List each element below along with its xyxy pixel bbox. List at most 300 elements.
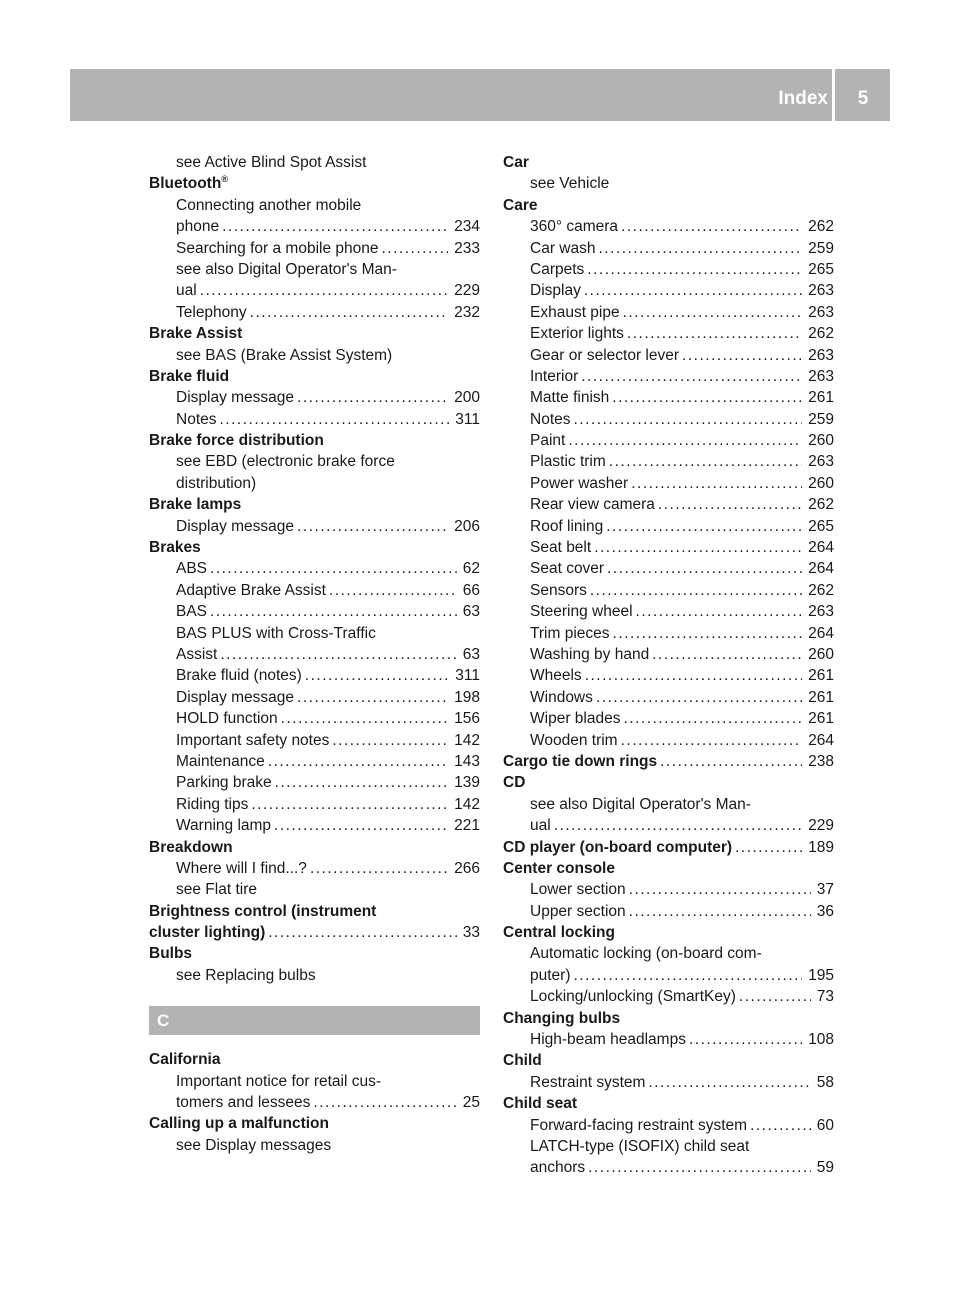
entry-text (530, 473, 628, 494)
leader-dots (682, 345, 802, 366)
leader-dots (251, 794, 448, 815)
index-subentry (503, 730, 834, 751)
index-heading (149, 537, 480, 558)
index-subentry (149, 708, 480, 729)
entry-label: Display message (176, 688, 295, 706)
letter-section-header: C (149, 1006, 480, 1035)
page-number: 5 (857, 88, 869, 109)
page-reference: 261 (808, 688, 834, 706)
entry-label: Gear or selector lever (530, 346, 680, 364)
entry-text (530, 687, 593, 708)
leader-dots (329, 580, 457, 601)
index-subentry (503, 708, 834, 729)
leader-dots (210, 558, 457, 579)
index-subentry (503, 601, 834, 622)
leader-dots (310, 858, 448, 879)
page-reference: 233 (454, 239, 480, 257)
entry-text (530, 1115, 747, 1136)
page-reference: 142 (454, 795, 480, 813)
leader-dots (612, 387, 802, 408)
entry-label: anchors (530, 1159, 586, 1177)
page-reference: 262 (808, 581, 834, 599)
leader-dots (585, 665, 802, 686)
entry-label: Child (503, 1052, 542, 1070)
entry-label: California (149, 1051, 221, 1069)
index-subentry (503, 494, 834, 515)
page-reference: 206 (454, 517, 480, 535)
page-reference: 36 (816, 902, 834, 920)
entry-text (530, 730, 618, 751)
entry-text (530, 794, 751, 815)
entry-label: Care (503, 196, 538, 214)
leader-dots (220, 644, 456, 665)
leader-dots (587, 259, 802, 280)
leader-dots (636, 601, 803, 622)
page-reference: 62 (462, 560, 480, 578)
index-column-left (149, 152, 480, 1156)
entry-text (503, 195, 537, 216)
leader-dots (621, 730, 803, 751)
page-reference: 262 (808, 218, 834, 236)
entry-label: Calling up a malfunction (149, 1115, 329, 1133)
leader-dots (590, 580, 802, 601)
leader-dots (382, 238, 449, 259)
entry-label: see EBD (electronic brake force (176, 453, 395, 471)
entry-label: Brake fluid (notes) (176, 667, 302, 685)
page-reference: 265 (808, 517, 834, 535)
page-reference: 262 (808, 325, 834, 343)
page-reference: 260 (808, 432, 834, 450)
entry-label: see also Digital Operator's Man- (530, 795, 751, 813)
entry-text (530, 601, 633, 622)
leader-dots (281, 708, 448, 729)
entry-label: see BAS (Brake Assist System) (176, 346, 393, 364)
entry-text (176, 772, 272, 793)
entry-label: distribution) (176, 474, 257, 492)
leader-dots (623, 708, 802, 729)
entry-label: Notes (176, 410, 217, 428)
entry-label: Parking brake (176, 774, 272, 792)
leader-dots (568, 430, 802, 451)
entry-label: CD (503, 774, 526, 792)
entry-text (503, 152, 529, 173)
entry-label: BAS (176, 603, 208, 621)
index-subentry (149, 516, 480, 537)
page-reference: 264 (808, 731, 834, 749)
entry-label: Brake lamps (149, 496, 242, 514)
entry-text (176, 623, 376, 644)
index-subentry (149, 387, 480, 408)
index-subentry (149, 858, 480, 879)
leader-dots (574, 965, 803, 986)
entry-text (530, 323, 624, 344)
index-subentry (503, 1072, 834, 1093)
index-subentry (503, 1157, 834, 1178)
entry-label: Adaptive Brake Assist (176, 581, 326, 599)
section-title: Index (778, 88, 828, 109)
index-subentry (149, 238, 480, 259)
entry-label: Rear view camera (530, 496, 655, 514)
entry-text (530, 644, 649, 665)
entry-text (176, 302, 247, 323)
entry-label: Changing bulbs (503, 1009, 621, 1027)
entry-text (149, 537, 201, 558)
entry-label: Maintenance (176, 752, 265, 770)
index-subentry (503, 1029, 834, 1050)
entry-text (176, 345, 392, 366)
index-subentry (503, 644, 834, 665)
entry-label: phone (176, 218, 220, 236)
entry-text (176, 965, 316, 986)
index-heading (503, 751, 834, 772)
entry-text (503, 837, 732, 858)
entry-text (176, 473, 256, 494)
page-reference: 59 (816, 1159, 834, 1177)
entry-label: Center console (503, 859, 615, 877)
page-reference: 60 (816, 1116, 834, 1134)
entry-text (503, 858, 615, 879)
entry-text (149, 430, 324, 451)
page-reference: 262 (808, 496, 834, 514)
index-subentry (503, 430, 834, 451)
index-subentry (149, 195, 480, 216)
entry-text (530, 1157, 585, 1178)
entry-text (176, 195, 361, 216)
entry-label: Trim pieces (530, 624, 610, 642)
entry-text (503, 922, 615, 943)
entry-text (149, 837, 233, 858)
page-reference: 63 (462, 603, 480, 621)
index-column-right (503, 152, 834, 1179)
entry-text (149, 173, 228, 194)
entry-label: see Replacing bulbs (176, 966, 316, 984)
entry-label: Bulbs (149, 945, 193, 963)
index-heading (149, 1049, 480, 1070)
leader-dots (305, 665, 450, 686)
page-reference: 66 (462, 581, 480, 599)
leader-dots (598, 238, 802, 259)
page-reference: 259 (808, 239, 834, 257)
entry-label: Riding tips (176, 795, 249, 813)
index-heading (503, 772, 834, 793)
index-subentry (149, 965, 480, 986)
leader-dots (629, 901, 811, 922)
leader-dots (609, 451, 802, 472)
leader-dots (735, 837, 802, 858)
index-subentry (149, 1135, 480, 1156)
page-reference: 311 (455, 410, 480, 428)
entry-text (176, 879, 257, 900)
entry-text (149, 366, 229, 387)
page-reference: 25 (462, 1094, 480, 1112)
page-reference: 263 (808, 282, 834, 300)
entry-text (176, 665, 302, 686)
entry-label: CD player (on-board computer) (503, 838, 733, 856)
entry-text (176, 730, 329, 751)
index-subentry (149, 259, 480, 280)
leader-dots (594, 537, 802, 558)
leader-dots (274, 815, 448, 836)
leader-dots (581, 366, 802, 387)
leader-dots (631, 473, 802, 494)
entry-text (176, 815, 271, 836)
page-reference: 261 (808, 667, 834, 685)
index-subentry (149, 345, 480, 366)
entry-label: see Flat tire (176, 881, 257, 899)
entry-text (530, 366, 578, 387)
entry-label: tomers and lessees (176, 1094, 311, 1112)
leader-dots (627, 323, 802, 344)
entry-text (530, 879, 626, 900)
leader-dots (554, 815, 802, 836)
entry-label: Wheels (530, 667, 582, 685)
entry-label: Important notice for retail cus- (176, 1072, 382, 1090)
index-subentry (149, 794, 480, 815)
page-reference: 37 (816, 881, 834, 899)
index-heading (503, 837, 834, 858)
entry-label: Wiper blades (530, 710, 621, 728)
index-subentry (503, 216, 834, 237)
leader-dots (750, 1115, 811, 1136)
entry-label: Windows (530, 688, 593, 706)
entry-label: Display message (176, 517, 295, 535)
leader-dots (648, 1072, 810, 1093)
entry-text (530, 430, 565, 451)
index-subentry (503, 965, 834, 986)
index-subentry (503, 387, 834, 408)
entry-text (176, 451, 395, 472)
index-heading (503, 922, 834, 943)
index-subentry (503, 473, 834, 494)
index-subentry (503, 665, 834, 686)
page-reference: 259 (808, 410, 834, 428)
index-subentry (503, 409, 834, 430)
entry-text (530, 238, 595, 259)
entry-text (530, 965, 571, 986)
page-reference: 260 (808, 645, 834, 663)
leader-dots (584, 280, 802, 301)
leader-dots (660, 751, 802, 772)
entry-text (149, 1113, 329, 1134)
index-subentry (503, 986, 834, 1007)
page-reference: 263 (808, 453, 834, 471)
leader-dots (607, 558, 802, 579)
entry-text (530, 580, 587, 601)
entry-text (176, 238, 379, 259)
entry-label: Car (503, 154, 529, 171)
entry-label: Automatic locking (on-board com- (530, 945, 762, 963)
entry-text (530, 986, 736, 1007)
entry-label: Steering wheel (530, 603, 633, 621)
index-subentry (149, 580, 480, 601)
entry-text (149, 943, 192, 964)
entry-label: see Active Blind Spot Assist (176, 154, 367, 171)
entry-label: Searching for a mobile phone (176, 239, 379, 257)
leader-dots (275, 772, 448, 793)
entry-text (530, 280, 581, 301)
entry-label: Sensors (530, 581, 587, 599)
index-subentry (503, 451, 834, 472)
entry-label: Upper section (530, 902, 626, 920)
index-subentry (503, 794, 834, 815)
entry-text (176, 601, 207, 622)
entry-text (176, 708, 278, 729)
entry-label: Power washer (530, 474, 629, 492)
entry-label: Restraint system (530, 1073, 646, 1091)
page-reference: 263 (808, 346, 834, 364)
leader-dots (606, 516, 802, 537)
index-subentry (503, 623, 834, 644)
entry-label: Interior (530, 367, 579, 385)
entry-text (149, 494, 241, 515)
page-reference: 261 (808, 710, 834, 728)
entry-text (530, 494, 655, 515)
entry-label: see Display messages (176, 1136, 332, 1154)
index-heading (149, 430, 480, 451)
index-subentry (503, 1115, 834, 1136)
index-heading (503, 152, 834, 173)
entry-label: Plastic trim (530, 453, 606, 471)
entry-text (149, 922, 265, 943)
page-reference: 263 (808, 303, 834, 321)
index-subentry (149, 665, 480, 686)
index-heading (149, 173, 480, 194)
page-reference: 263 (808, 603, 834, 621)
index-subentry (149, 730, 480, 751)
index-subentry (503, 1136, 834, 1157)
entry-text (176, 644, 217, 665)
leader-dots (613, 623, 803, 644)
entry-text (149, 901, 376, 922)
leader-dots (220, 409, 450, 430)
page-reference: 195 (808, 966, 834, 984)
index-subentry (149, 558, 480, 579)
index-subentry (503, 238, 834, 259)
entry-text (530, 943, 762, 964)
entry-text (530, 665, 582, 686)
page-reference: 265 (808, 260, 834, 278)
page-reference: 264 (808, 560, 834, 578)
entry-text (176, 216, 219, 237)
index-subentry (503, 943, 834, 964)
entry-text (503, 1008, 620, 1029)
leader-dots (250, 302, 448, 323)
index-subentry (503, 173, 834, 194)
page-reference: 263 (808, 367, 834, 385)
entry-label: puter) (530, 966, 571, 984)
page-reference: 234 (454, 218, 480, 236)
entry-label: Important safety notes (176, 731, 330, 749)
entry-label: Seat belt (530, 539, 592, 557)
page-reference: 266 (454, 859, 480, 877)
index-heading (503, 1093, 834, 1114)
entry-text (176, 409, 217, 430)
index-heading (149, 1113, 480, 1134)
entry-label: Notes (530, 410, 571, 428)
entry-label: Where will I find...? (176, 859, 307, 877)
index-subentry (149, 302, 480, 323)
index-subentry (149, 473, 480, 494)
page-reference: 200 (454, 389, 480, 407)
entry-text (176, 751, 265, 772)
entry-label: BAS PLUS with Cross-Traffic (176, 624, 376, 642)
page-reference: 260 (808, 474, 834, 492)
leader-dots (222, 216, 448, 237)
entry-text (503, 1050, 542, 1071)
page-reference: 189 (808, 838, 834, 856)
page-reference: 198 (454, 688, 480, 706)
entry-label: see Vehicle (530, 175, 610, 193)
index-subentry (503, 366, 834, 387)
leader-dots (596, 687, 802, 708)
index-subentry (149, 879, 480, 900)
index-heading (149, 837, 480, 858)
page-reference: 108 (808, 1031, 834, 1049)
index-subentry (149, 623, 480, 644)
entry-text (530, 558, 604, 579)
leader-dots (623, 302, 803, 323)
page-reference: 139 (454, 774, 480, 792)
leader-dots (268, 751, 448, 772)
entry-label: Washing by hand (530, 645, 650, 663)
leader-dots (210, 601, 457, 622)
index-subentry (149, 1092, 480, 1113)
index-subentry (503, 687, 834, 708)
entry-label: HOLD function (176, 710, 278, 728)
section-spacer (149, 986, 480, 1006)
leader-dots (658, 494, 802, 515)
entry-label: Car wash (530, 239, 596, 257)
entry-text (149, 1049, 220, 1070)
index-subentry (149, 644, 480, 665)
page-reference: 221 (454, 817, 480, 835)
entry-label: Connecting another mobile (176, 196, 362, 214)
page-reference: 58 (816, 1073, 834, 1091)
leader-dots (588, 1157, 811, 1178)
entry-label: Display (530, 282, 581, 300)
entry-text (530, 173, 609, 194)
entry-label: see also Digital Operator's Man- (176, 260, 397, 278)
entry-text (530, 216, 618, 237)
index-heading (503, 1050, 834, 1071)
page-reference: 229 (454, 282, 480, 300)
entry-text (176, 794, 248, 815)
entry-label: Locking/unlocking (SmartKey) (530, 988, 736, 1006)
entry-label: Cargo tie down rings (503, 752, 658, 770)
leader-dots (313, 1092, 456, 1113)
entry-label: Wooden trim (530, 731, 618, 749)
entry-label: Assist (176, 645, 218, 663)
page-reference: 142 (454, 731, 480, 749)
index-subentry (149, 216, 480, 237)
entry-text (530, 1029, 686, 1050)
leader-dots (652, 644, 802, 665)
index-subentry (149, 815, 480, 836)
entry-label: Brake force distribution (149, 432, 324, 450)
entry-text (176, 1135, 331, 1156)
leader-dots (297, 516, 448, 537)
entry-text (176, 1092, 310, 1113)
entry-label: ABS (176, 560, 208, 578)
entry-text (530, 516, 603, 537)
index-subentry (503, 815, 834, 836)
index-subentry (503, 516, 834, 537)
entry-label: Forward-facing restraint system (530, 1116, 748, 1134)
index-subentry (503, 537, 834, 558)
index-subentry (149, 451, 480, 472)
page-reference: 33 (462, 924, 480, 942)
index-subentry (503, 280, 834, 301)
